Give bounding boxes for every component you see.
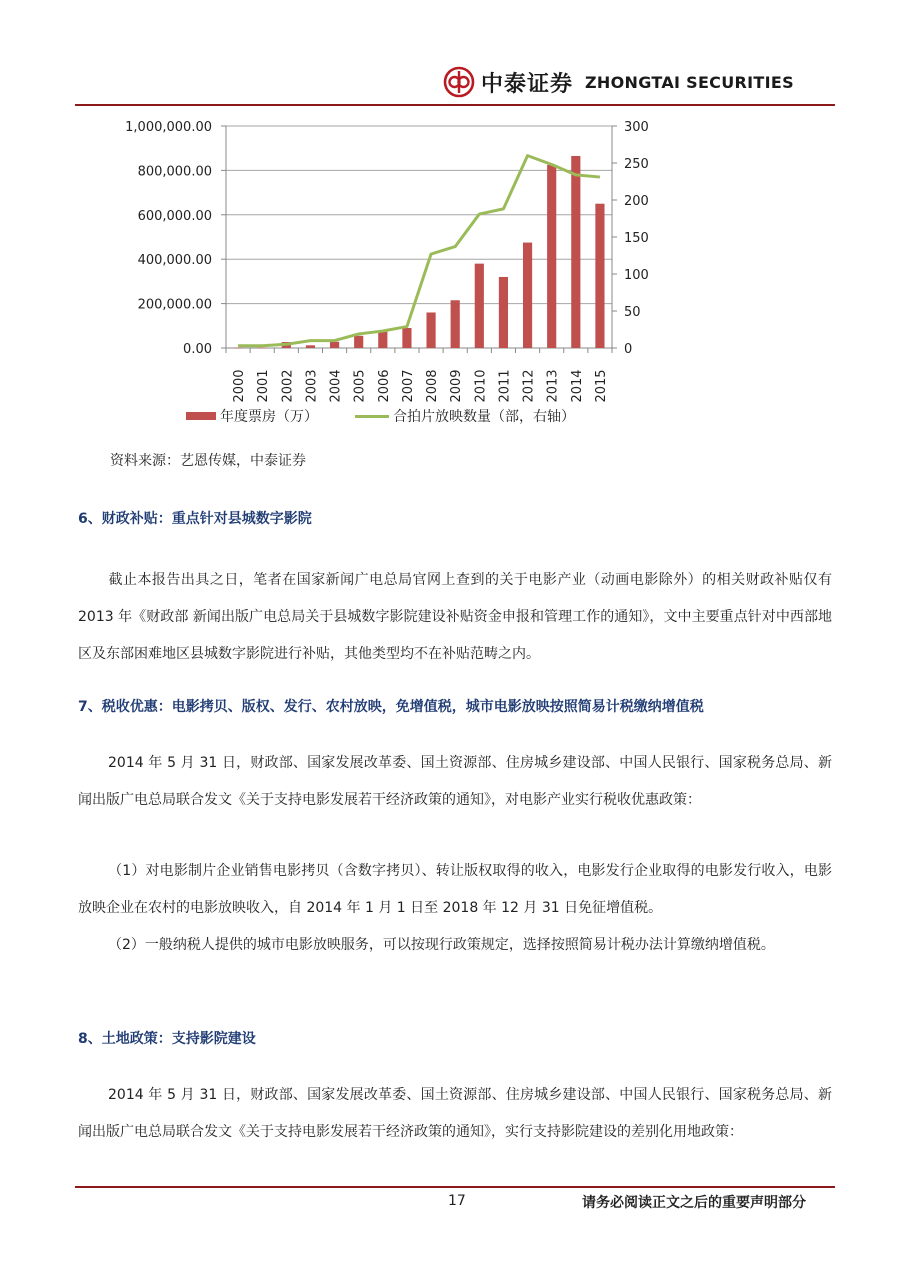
company-name-cn: 中泰证券 — [481, 71, 574, 97]
x-axis-tick-label: 2003 — [304, 369, 320, 403]
box-office-chart — [100, 112, 660, 442]
legend-swatch-line — [355, 415, 389, 418]
disclaimer-note: 请务必阅读正文之后的重要声明部分 — [582, 1195, 806, 1211]
bar-2007 — [402, 328, 411, 348]
bar-2010 — [475, 264, 484, 348]
x-axis-tick-label: 2000 — [232, 369, 248, 403]
x-axis-tick-label: 2007 — [400, 369, 416, 403]
bar-2006 — [378, 331, 387, 348]
x-axis-tick-label: 2002 — [280, 369, 296, 403]
legend-swatch-bar — [186, 412, 216, 420]
left-axis-tick-label: 200,000.00 — [137, 297, 212, 313]
section-7-paragraph-2 — [78, 853, 832, 927]
section-heading-8: 8、土地政策：支持影院建设 — [78, 1031, 256, 1047]
bar-2004 — [330, 342, 339, 348]
header-divider — [75, 104, 835, 106]
paragraph-text: 2014 年 5 月 31 日，财政部、国家发展改革委、国土资源部、住房城乡建设部、中国人民银行、国家税务总局、新闻出版广电总局联合发文《关于支持电影发展若干经济政策的通知》，实行支持影院建设的差别化用地政策： — [78, 1087, 832, 1140]
x-axis-tick-label: 2009 — [449, 369, 465, 403]
zhongtai-logo-icon — [443, 66, 475, 98]
x-axis-tick-label: 2014 — [569, 369, 585, 403]
company-name-en: ZHONGTAI SECURITIES — [585, 72, 794, 92]
left-axis-tick-label: 1,000,000.00 — [125, 120, 212, 135]
section-6-paragraph — [78, 562, 832, 673]
bar-2003 — [306, 345, 315, 348]
legend-item-coproduction — [355, 406, 575, 426]
bar-2005 — [354, 336, 363, 348]
right-axis-tick-label: 250 — [624, 157, 649, 172]
x-axis-tick-label: 2012 — [521, 369, 537, 403]
page-header — [75, 60, 835, 106]
right-axis-tick-label: 0 — [624, 342, 633, 357]
legend-item-box-office — [186, 406, 318, 426]
legend-label-coproduction: 合拍片放映数量（部，右轴） — [393, 409, 575, 425]
section-heading-7: 7、税收优惠：电影拷贝、版权、发行、农村放映，免增值税，城市电影放映按照简易计税缴纳增值税 — [78, 699, 704, 715]
x-axis-tick-label: 2011 — [497, 369, 513, 403]
left-axis-tick-label: 0.00 — [183, 342, 212, 357]
section-7-paragraph-3 — [78, 927, 832, 964]
bar-2014 — [571, 156, 580, 348]
paragraph-text: （1）对电影制片企业销售电影拷贝（含数字拷贝）、转让版权取得的收入，电影发行企业取得的电影发行收入，电影放映企业在农村的电影放映收入，自 2014 年 1 月 1 日至 2018 年 12 月 31 日免征增值税。 — [78, 863, 832, 916]
section-7-paragraph-1 — [78, 745, 832, 819]
bar-2001 — [258, 348, 267, 349]
x-axis-tick-label: 2015 — [593, 369, 609, 403]
legend-label-box-office: 年度票房（万） — [220, 409, 318, 425]
chart-source: 资料来源：艺恩传媒，中泰证券 — [110, 453, 306, 469]
right-axis-tick-label: 150 — [624, 231, 649, 246]
x-axis-tick-label: 2010 — [473, 369, 489, 403]
company-logo — [443, 66, 794, 98]
x-axis-tick-label: 2008 — [425, 369, 441, 403]
chart-svg — [100, 112, 660, 412]
paragraph-text: （2）一般纳税人提供的城市电影放映服务，可以按现行政策规定，选择按照简易计税办法计算缴纳增值税。 — [108, 937, 775, 953]
x-axis-tick-label: 2005 — [352, 369, 368, 403]
bar-2012 — [523, 243, 532, 348]
x-axis-tick-label: 2006 — [376, 369, 392, 403]
left-axis-tick-label: 800,000.00 — [137, 164, 212, 180]
page-number: 17 — [448, 1193, 466, 1209]
paragraph-text: 截止本报告出具之日，笔者在国家新闻广电总局官网上查到的关于电影产业（动画电影除外）的相关财政补贴仅有 2013 年《财政部 新闻出版广电总局关于县城数字影院建设补贴资金申报和管理工作的通知》，文中主要重点针对中西部地区及东部困难地区县城数字影院进行补贴，其他类型均不在补贴范畴之内。 — [78, 572, 832, 662]
bar-2009 — [451, 300, 460, 348]
right-axis-tick-label: 100 — [624, 268, 649, 283]
x-axis-tick-label: 2001 — [256, 369, 272, 403]
section-8-paragraph — [78, 1077, 832, 1151]
paragraph-text: 2014 年 5 月 31 日，财政部、国家发展改革委、国土资源部、住房城乡建设部、中国人民银行、国家税务总局、新闻出版广电总局联合发文《关于支持电影发展若干经济政策的通知》，对电影产业实行税收优惠政策： — [78, 755, 832, 808]
bar-2013 — [547, 165, 556, 348]
x-axis-tick-label: 2004 — [328, 369, 344, 403]
section-heading-6: 6、财政补贴：重点针对县城数字影院 — [78, 511, 312, 527]
bar-2000 — [233, 348, 242, 349]
left-axis-tick-label: 600,000.00 — [137, 208, 212, 224]
right-axis-tick-label: 50 — [624, 305, 641, 320]
footer-divider — [75, 1186, 835, 1188]
x-axis-tick-label: 2013 — [545, 369, 561, 403]
bar-2011 — [499, 277, 508, 348]
left-axis-tick-label: 400,000.00 — [137, 253, 212, 269]
bar-2008 — [426, 312, 435, 348]
coproduction-line — [238, 156, 600, 346]
bar-2015 — [595, 204, 604, 348]
right-axis-tick-label: 300 — [624, 120, 649, 135]
right-axis-tick-label: 200 — [624, 194, 649, 209]
